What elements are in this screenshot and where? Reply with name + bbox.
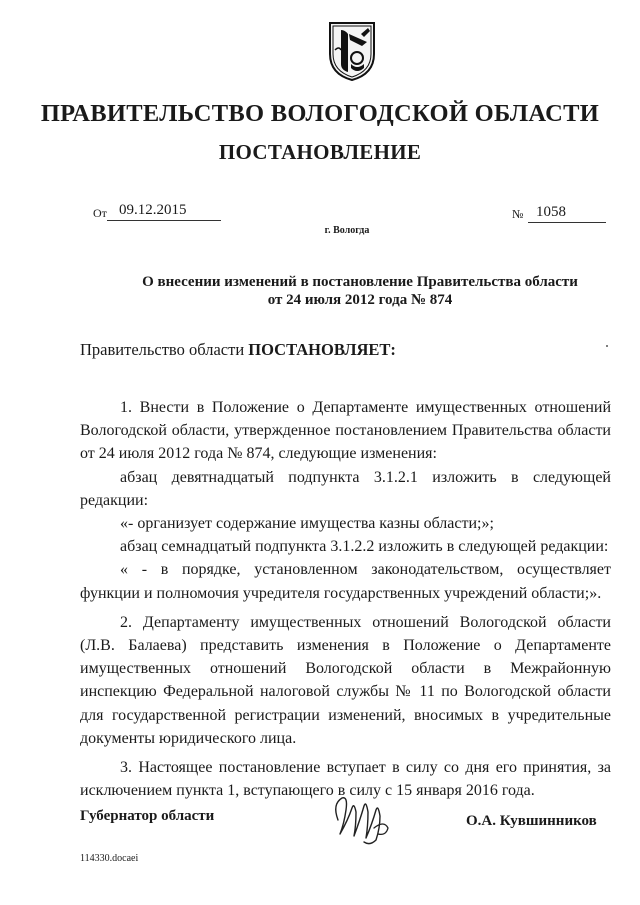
subject-line-1: О внесении изменений в постановление Правительства области <box>142 274 578 290</box>
government-title: ПРАВИТЕЛЬСТВО ВОЛОГОДСКОЙ ОБЛАСТИ <box>40 100 600 127</box>
paragraph-1c: абзац семнадцатый подпункта 3.1.2.2 изложить в следующей редакции: <box>120 538 609 556</box>
scan-speck <box>606 345 608 347</box>
paragraph-1: 1. Внести в Положение о Департаменте имущественных отношений Вологодской области, утвержденное постановлением Правительства области от 24 июля 2012 года № 874, следующие изменения: <box>80 399 611 463</box>
paragraph-1b: «- организует содержание имущества казны области;»; <box>120 515 494 533</box>
date-prefix: От <box>93 206 107 220</box>
city: г. Вологда <box>324 225 370 236</box>
paragraph-3: 3. Настоящее постановление вступает в силу со дня его принятия, за исключением пункта 1, вступающего в силу с 15 января 2016 года. <box>80 759 611 800</box>
document-type: ПОСТАНОВЛЕНИЕ <box>218 140 422 164</box>
paragraph-2: 2. Департаменту имущественных отношений Вологодской области (Л.В. Балаева) представить изменения в Положение о Департаменте имущественных отношений Вологодской области в Межрайонную инспекцию Федеральной налоговой службы № 11 по Вологодской области для государственной регистрации изменений, вносимых в учредительные документы юридического лица. <box>80 613 611 747</box>
preamble <box>80 340 396 360</box>
paragraph-1a: абзац девятнадцатый подпункта 3.1.2.1 изложить в следующей редакции: <box>80 468 611 509</box>
document-date: 09.12.2015 <box>107 202 221 221</box>
file-code: 114330.docaei <box>80 853 139 864</box>
handwritten-signature <box>330 790 400 850</box>
preamble-emphasis: ПОСТАНОВЛЯЕТ: <box>248 340 396 359</box>
signatory-name: О.А. Кувшинников <box>466 813 597 829</box>
document-number: 1058 <box>528 204 606 223</box>
document-body <box>80 396 611 802</box>
paragraph-1d: « - в порядке, установленном законодательством, осуществляет функции и полномочия учредителя государственных учреждений области;». <box>80 561 611 602</box>
subject-line-2: от 24 июля 2012 года № 874 <box>267 292 453 308</box>
signatory-title: Губернатор области <box>80 808 215 824</box>
vologda-coat-of-arms-icon <box>327 20 377 82</box>
document-subject <box>80 273 640 309</box>
preamble-text: Правительство области <box>80 340 245 359</box>
number-prefix: № <box>512 207 524 221</box>
